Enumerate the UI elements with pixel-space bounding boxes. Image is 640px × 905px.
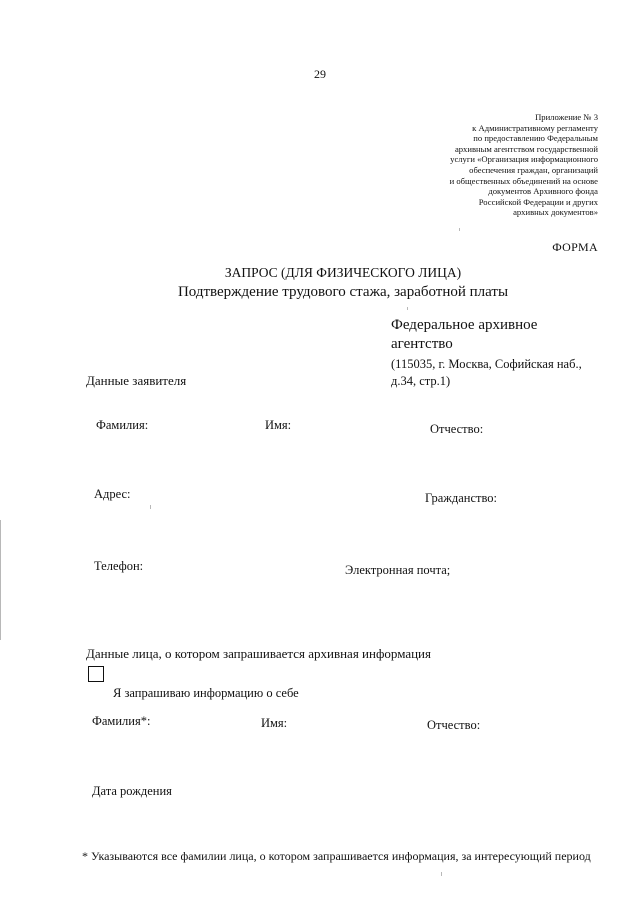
self-request-label: Я запрашиваю информацию о себе	[113, 686, 299, 700]
appendix-line: услуги «Организация информационного	[450, 154, 598, 165]
subject-name-label: Имя:	[261, 716, 288, 730]
footnote: * Указываются все фамилии лица, о котором запрашивается информация, за интересующий период	[82, 849, 591, 863]
appendix-line: к Административному регламенту	[472, 122, 598, 133]
appendix-line: архивным агентством государственной	[454, 143, 598, 154]
addressee-name-line1: Федеральное архивное	[391, 317, 538, 333]
appendix-line: Российской Федерации и других	[478, 196, 598, 207]
document-subtitle: Подтверждение трудового стажа, заработной платы	[177, 284, 509, 300]
subject-patronymic-label: Отчество:	[427, 718, 481, 732]
appendix-line: Приложение № 3	[535, 112, 598, 122]
self-request-checkbox[interactable]	[88, 666, 104, 682]
subject-section-title: Данные лица, о котором запрашивается архивная информация	[86, 646, 431, 661]
document-title: ЗАПРОС (ДЛЯ ФИЗИЧЕСКОГО ЛИЦА)	[224, 265, 462, 280]
scan-speck	[150, 505, 151, 509]
appendix-line: архивных документов»	[513, 207, 598, 218]
applicant-email-label: Электронная почта;	[345, 563, 451, 577]
applicant-citizenship-label: Гражданство:	[425, 491, 498, 505]
form-label: ФОРМА	[552, 240, 598, 254]
applicant-name-label: Имя:	[265, 418, 292, 432]
addressee-name-line2: агентство	[391, 336, 453, 352]
applicant-surname-label: Фамилия:	[96, 418, 149, 432]
subject-surname-label: Фамилия*:	[92, 714, 151, 728]
applicant-section-title: Данные заявителя	[86, 373, 187, 388]
scan-edge-mark	[0, 520, 1, 640]
appendix-block	[358, 112, 598, 218]
appendix-line: и общественных объединений на основе	[449, 175, 598, 186]
applicant-patronymic-label: Отчество:	[430, 422, 484, 436]
scan-speck	[459, 228, 460, 231]
subject-birth-date-label: Дата рождения	[92, 784, 172, 798]
addressee-block	[391, 316, 621, 390]
appendix-line: документов Архивного фонда	[488, 186, 598, 197]
scan-speck	[407, 307, 408, 310]
page-number: 29	[314, 67, 326, 81]
applicant-phone-label: Телефон:	[94, 559, 144, 573]
addressee-address-line1: (115035, г. Москва, Софийская наб.,	[391, 357, 582, 371]
appendix-line: обеспечения граждан, организаций	[469, 164, 598, 175]
applicant-address-label: Адрес:	[94, 487, 131, 501]
addressee-address-line2: д.34, стр.1)	[391, 374, 451, 388]
scan-speck	[441, 872, 442, 876]
appendix-line: по предоставлению Федеральным	[473, 133, 598, 144]
